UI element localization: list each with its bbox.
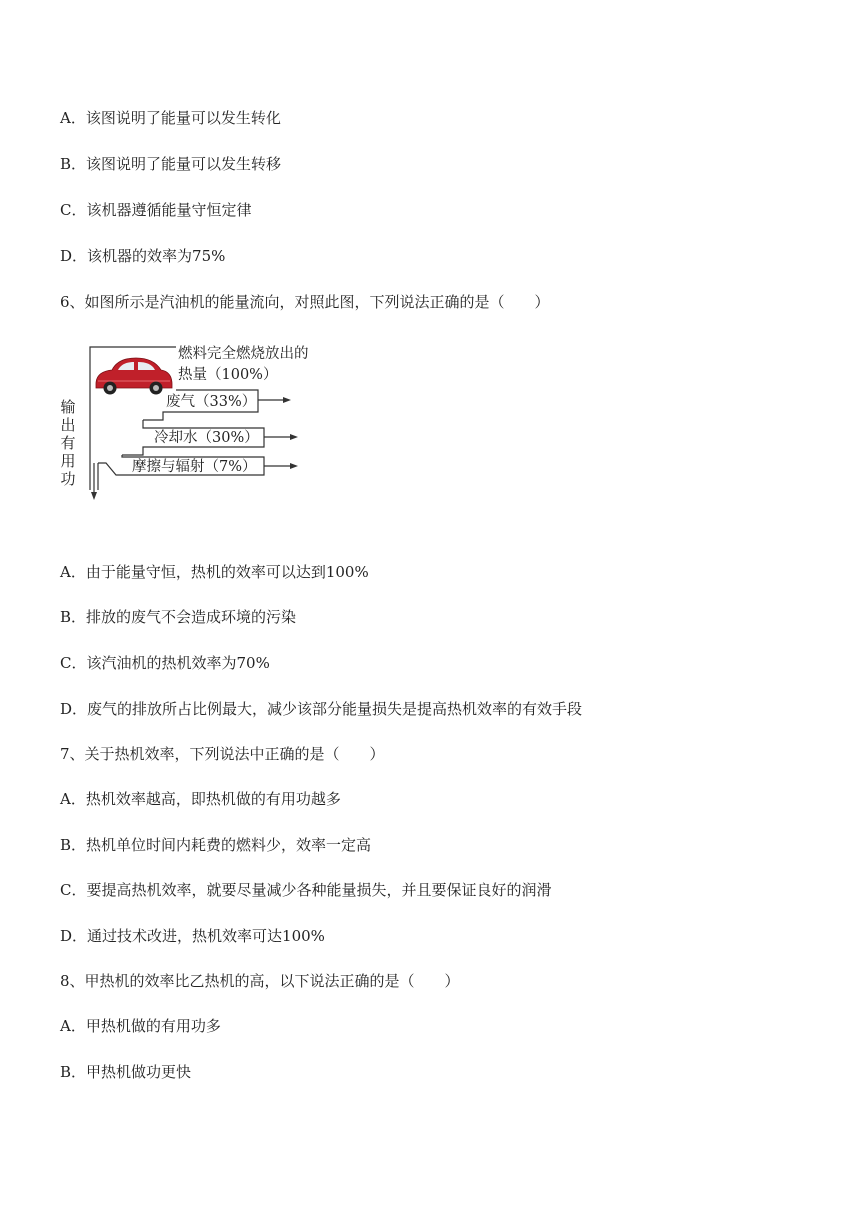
red-car-icon [96,358,172,395]
useful-work-label [58,398,78,488]
q6-option-d: D．废气的排放所占比例最大，减少该部分能量损失是提高热机效率的有效手段 [60,700,583,718]
q7-stem: 7、关于热机效率，下列说法中正确的是（ ） [60,745,385,763]
q7-option-d: D．通过技术改进，热机效率可达100% [60,927,325,945]
q8-stem: 8、甲热机的效率比乙热机的高，以下说法正确的是（ ） [60,972,460,990]
q6-option-a: A．由于能量守恒，热机的效率可以达到100% [60,563,369,581]
q5-option-b: B．该图说明了能量可以发生转移 [60,155,282,173]
q5-option-d: D．该机器的效率为75% [60,247,226,265]
q6-option-c: C．该汽油机的热机效率为70% [60,654,270,672]
cooling-arrow-icon [290,434,298,440]
fuel-heat-label-line1: 燃料完全燃烧放出的 [178,346,309,362]
friction-arrow-icon [290,463,298,469]
q8-option-a: A．甲热机做的有用功多 [60,1017,221,1035]
q7-option-a: A．热机效率越高，即热机做的有用功越多 [60,790,341,808]
exhaust-label: 废气（33%） [166,394,257,410]
energy-flow-diagram [58,340,308,505]
q7-option-b: B．热机单位时间内耗费的燃料少，效率一定高 [60,836,372,854]
fuel-heat-label-line2: 热量（100%） [178,367,278,383]
q8-option-b: B．甲热机做功更快 [60,1063,192,1081]
useful-work-char: 有 [60,434,76,452]
q7-option-c: C．要提高热机效率，就要尽量减少各种能量损失，并且要保证良好的润滑 [60,881,552,899]
output-arrow-icon [91,492,97,500]
useful-work-char: 出 [60,416,76,434]
useful-work-char: 输 [60,398,76,416]
useful-work-char: 功 [60,470,76,488]
useful-work-char: 用 [60,452,76,470]
cooling-water-label: 冷却水（30%） [154,430,259,446]
energy-flow-lines [58,340,308,505]
q6-stem: 6、如图所示是汽油机的能量流向，对照此图，下列说法正确的是（ ） [60,293,550,311]
q5-option-a: A．该图说明了能量可以发生转化 [60,109,281,127]
friction-radiation-label: 摩擦与辐射（7%） [132,459,257,475]
q6-option-b: B．排放的废气不会造成环境的污染 [60,608,297,626]
exhaust-arrow-icon [283,397,291,403]
q5-option-c: C．该机器遵循能量守恒定律 [60,201,252,219]
